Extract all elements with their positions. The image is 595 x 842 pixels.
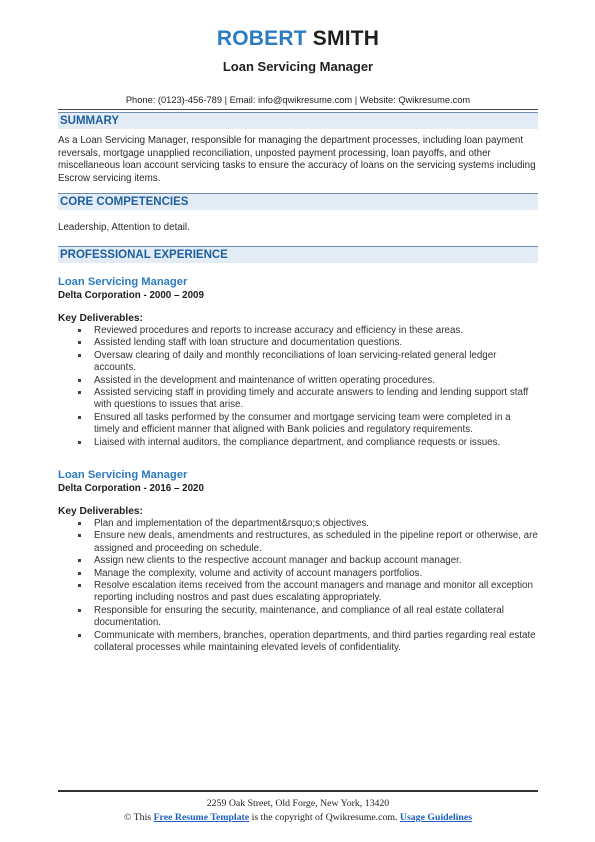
list-item-text: Assisted lending staff with loan structure and documentation questions. bbox=[94, 337, 403, 349]
resume-page bbox=[58, 0, 538, 655]
list-item-text: Assign new clients to the respective account manager and backup account manager. bbox=[94, 555, 462, 567]
summary-heading: SUMMARY bbox=[58, 112, 538, 129]
list-item bbox=[58, 337, 538, 349]
list-item-text: Plan and implementation of the department&rsquo;s objectives. bbox=[94, 518, 370, 530]
job-entry bbox=[58, 468, 538, 654]
competencies-heading: CORE COMPETENCIES bbox=[58, 193, 538, 210]
contact-line: Phone: (0123)-456-789 | Email: info@qwikresume.com | Website: Qwikresume.com bbox=[125, 95, 471, 105]
bullet-icon bbox=[78, 584, 81, 587]
competencies-text: Leadership, Attention to detail. bbox=[58, 222, 190, 234]
list-item-text: Manage the complexity, volume and activity of account managers portfolios. bbox=[94, 567, 423, 579]
footer-address: 2259 Oak Street, Old Forge, New York, 13420 bbox=[206, 798, 390, 809]
list-item bbox=[58, 555, 538, 567]
bullet-icon bbox=[78, 341, 81, 344]
free-resume-template-link[interactable]: Free Resume Template bbox=[153, 812, 250, 823]
summary-text: As a Loan Servicing Manager, responsible for managing the department processes, including loan payment reversals, mortgage unapplied reconciliation, unposted payment processing, loan payoffs, and other miscellaneous loan account servicing tasks to ensure the accuracy of loans on the servicing systems including Escrow servicing items. bbox=[58, 135, 536, 184]
list-item-text: Oversaw clearing of daily and monthly reconciliations of loan servicing-related general ledger accounts. bbox=[94, 349, 497, 374]
bullet-icon bbox=[78, 354, 81, 357]
bullet-icon bbox=[78, 572, 81, 575]
bullet-icon bbox=[78, 329, 81, 332]
list-item-text: Assisted in the development and maintenance of written operating procedures. bbox=[94, 374, 435, 386]
list-item bbox=[58, 605, 538, 630]
bullet-icon bbox=[78, 416, 81, 419]
job-company: Delta Corporation - 2016 – 2020 bbox=[58, 483, 204, 495]
copyright-middle: is the copyright of Qwikresume.com. bbox=[249, 812, 400, 823]
bullet-icon bbox=[78, 534, 81, 537]
key-deliverables-label: Key Deliverables: bbox=[58, 506, 143, 518]
header-divider bbox=[58, 109, 538, 110]
list-item-text: Communicate with members, branches, operation departments, and third parties regarding real estate collateral processes while maintaining elevated levels of confidentiality. bbox=[94, 629, 536, 654]
candidate-name bbox=[58, 26, 538, 52]
last-name: SMITH bbox=[312, 27, 380, 50]
list-item-text: Reviewed procedures and reports to increase accuracy and efficiency in these areas. bbox=[94, 324, 464, 336]
list-item-text: Responsible for ensuring the security, maintenance, and compliance of all real estate collateral documentation. bbox=[94, 604, 504, 629]
list-item-text: Ensure new deals, amendments and restructures, as scheduled in the pipeline report or otherwise, are assigned and proceeding on schedule. bbox=[94, 530, 538, 554]
list-item bbox=[58, 530, 538, 555]
job-entry bbox=[58, 275, 538, 449]
deliverables-list bbox=[58, 518, 538, 654]
list-item-text: Assisted servicing staff in providing timely and accurate answers to lending and lending support staff with questions to issues that arise. bbox=[94, 387, 529, 411]
list-item bbox=[58, 350, 538, 375]
bullet-icon bbox=[78, 634, 81, 637]
list-item-text: Liaised with internal auditors, the compliance department, and compliance requests or issues. bbox=[94, 436, 501, 448]
list-item bbox=[58, 412, 538, 437]
usage-guidelines-link[interactable]: Usage Guidelines bbox=[399, 812, 473, 823]
copyright-prefix: © This bbox=[123, 812, 154, 823]
list-item bbox=[58, 375, 538, 387]
list-item bbox=[58, 580, 538, 605]
key-deliverables-label: Key Deliverables: bbox=[58, 312, 143, 324]
bullet-icon bbox=[78, 379, 81, 382]
job-title: Loan Servicing Manager bbox=[58, 469, 188, 482]
bullet-icon bbox=[78, 391, 81, 394]
list-item bbox=[58, 630, 538, 655]
list-item-text: Ensured all tasks performed by the consumer and mortgage servicing team were completed in a timely and efficient manner that aligned with Bank policies and regulatory requirements. bbox=[94, 411, 511, 436]
list-item-text: Resolve escalation items received from the account managers and manage and monitor all exception reporting including nostros and past dues escalating appropriately. bbox=[94, 580, 533, 604]
first-name: ROBERT bbox=[216, 27, 307, 50]
list-item bbox=[58, 387, 538, 412]
bullet-icon bbox=[78, 609, 81, 612]
list-item bbox=[58, 437, 538, 449]
page-footer bbox=[58, 790, 538, 824]
deliverables-list bbox=[58, 325, 538, 449]
job-company: Delta Corporation - 2000 – 2009 bbox=[58, 289, 204, 301]
list-item bbox=[58, 325, 538, 337]
experience-heading: PROFESSIONAL EXPERIENCE bbox=[58, 246, 538, 263]
candidate-title: Loan Servicing Manager bbox=[222, 59, 374, 74]
bullet-icon bbox=[78, 441, 81, 444]
footer-copyright bbox=[58, 812, 538, 824]
bullet-icon bbox=[78, 522, 81, 525]
job-title: Loan Servicing Manager bbox=[58, 275, 188, 288]
footer-divider bbox=[58, 790, 538, 792]
list-item bbox=[58, 568, 538, 580]
list-item bbox=[58, 518, 538, 530]
bullet-icon bbox=[78, 559, 81, 562]
